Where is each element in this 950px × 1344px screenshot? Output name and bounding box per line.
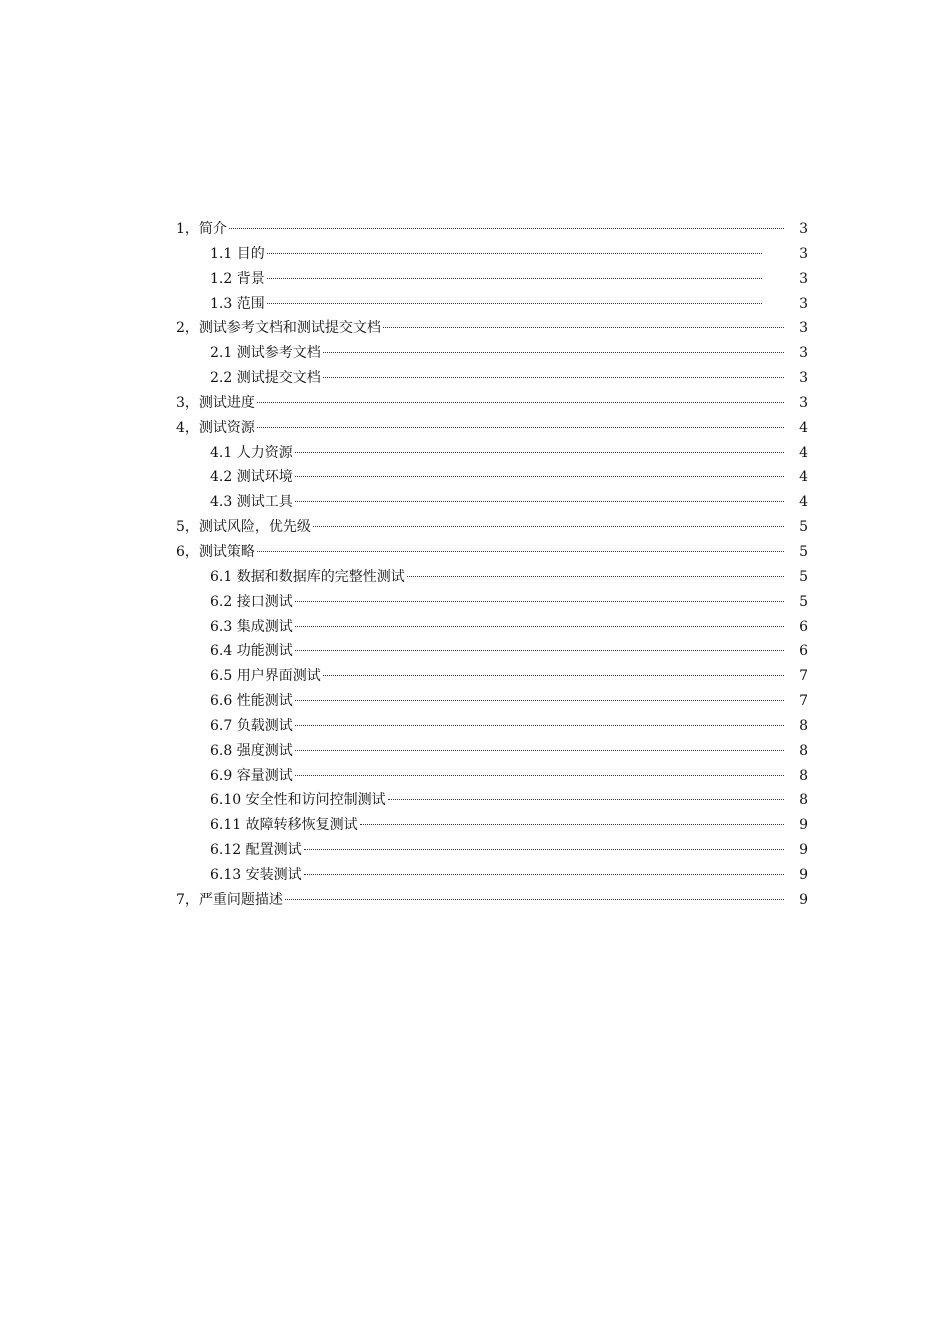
toc-entry-label: 6.9 容量测试 xyxy=(210,767,293,784)
toc-entry-page: 5 xyxy=(799,543,808,560)
toc-entry-label: 6.8 强度测试 xyxy=(210,742,293,759)
dot-leader xyxy=(407,576,784,577)
toc-entry-label: 6.5 用户界面测试 xyxy=(210,668,321,685)
toc-entry-label: 1，简介 xyxy=(176,221,227,237)
toc-entry-page: 9 xyxy=(799,891,808,908)
toc-entry-page: 3 xyxy=(799,295,808,312)
toc-entry-page: 5 xyxy=(799,593,808,610)
toc-entry-label: 4.3 测试工具 xyxy=(210,494,293,511)
dot-leader xyxy=(360,824,784,825)
dot-leader xyxy=(323,675,784,676)
toc-entry-4-3[interactable] xyxy=(176,490,808,515)
dot-leader xyxy=(295,650,784,651)
toc-entry-page: 3 xyxy=(799,345,808,362)
toc-entry-4[interactable] xyxy=(176,416,808,441)
toc-entry-3[interactable] xyxy=(176,391,808,416)
toc-entry-page: 7 xyxy=(799,668,808,685)
toc-entry-label: 6.13 安装测试 xyxy=(210,866,302,883)
toc-entry-6-7[interactable] xyxy=(176,714,808,739)
toc-entry-label: 2.1 测试参考文档 xyxy=(210,345,321,362)
toc-entry-6-6[interactable] xyxy=(176,689,808,714)
toc-entry-label: 6.12 配置测试 xyxy=(210,842,302,859)
toc-entry-4-1[interactable] xyxy=(176,441,808,466)
toc-entry-page: 8 xyxy=(799,742,808,759)
dot-leader xyxy=(323,352,784,353)
dot-leader xyxy=(383,327,784,328)
toc-entry-label: 1.2 背景 xyxy=(210,270,265,287)
dot-leader xyxy=(323,377,784,378)
toc-entry-label: 6.3 集成测试 xyxy=(210,618,293,635)
toc-entry-6-1[interactable] xyxy=(176,565,808,590)
toc-entry-2[interactable] xyxy=(176,316,808,341)
toc-entry-page: 4 xyxy=(799,419,808,436)
toc-entry-page: 3 xyxy=(799,370,808,387)
toc-entry-page: 4 xyxy=(799,469,808,486)
dot-leader xyxy=(257,427,784,428)
toc-entry-6-11[interactable] xyxy=(176,813,808,838)
dot-leader xyxy=(257,551,784,552)
toc-entry-6-13[interactable] xyxy=(176,863,808,888)
dot-leader xyxy=(295,452,784,453)
toc-entry-1[interactable] xyxy=(176,217,808,242)
toc-entry-page: 4 xyxy=(799,444,808,461)
toc-entry-label: 6.6 性能测试 xyxy=(210,693,293,710)
toc-entry-6-10[interactable] xyxy=(176,788,808,813)
toc-entry-page: 3 xyxy=(799,221,808,237)
dot-leader xyxy=(295,775,784,776)
dot-leader xyxy=(229,228,784,229)
toc-entry-page: 3 xyxy=(799,394,808,411)
toc-entry-page: 8 xyxy=(799,792,808,809)
dot-leader xyxy=(388,799,784,800)
toc-entry-label: 6.4 功能测试 xyxy=(210,643,293,660)
toc-entry-1-1[interactable] xyxy=(176,242,808,267)
toc-entry-label: 6.11 故障转移恢复测试 xyxy=(210,817,358,834)
dot-leader xyxy=(295,601,784,602)
dot-leader xyxy=(267,303,762,304)
toc-entry-label: 2，测试参考文档和测试提交文档 xyxy=(176,320,381,337)
toc-entry-1-3[interactable] xyxy=(176,292,808,317)
toc-entry-1-2[interactable] xyxy=(176,267,808,292)
dot-leader xyxy=(295,626,784,627)
toc-entry-label: 6，测试策略 xyxy=(176,543,255,560)
toc-entry-label: 4，测试资源 xyxy=(176,419,255,436)
toc-entry-label: 1.3 范围 xyxy=(210,295,265,312)
toc-entry-6-2[interactable] xyxy=(176,590,808,615)
toc-entry-4-2[interactable] xyxy=(176,465,808,490)
toc-entry-page: 3 xyxy=(799,245,808,262)
toc-entry-label: 6.10 安全性和访问控制测试 xyxy=(210,792,386,809)
dot-leader xyxy=(295,501,784,502)
toc-entry-6[interactable] xyxy=(176,540,808,565)
dot-leader xyxy=(295,725,784,726)
dot-leader xyxy=(257,402,784,403)
toc-entry-6-3[interactable] xyxy=(176,615,808,640)
toc-entry-6-12[interactable] xyxy=(176,838,808,863)
toc-entry-page: 6 xyxy=(799,618,808,635)
toc-entry-page: 4 xyxy=(799,494,808,511)
toc-entry-label: 4.1 人力资源 xyxy=(210,444,293,461)
toc-entry-page: 8 xyxy=(799,767,808,784)
toc-entry-page: 5 xyxy=(799,519,808,536)
dot-leader xyxy=(285,899,784,900)
toc-entry-label: 5，测试风险，优先级 xyxy=(176,519,311,536)
toc-entry-label: 3，测试进度 xyxy=(176,394,255,411)
toc-entry-5[interactable] xyxy=(176,515,808,540)
toc-entry-2-1[interactable] xyxy=(176,341,808,366)
toc-entry-7[interactable] xyxy=(176,888,808,913)
toc-entry-label: 7，严重问题描述 xyxy=(176,891,283,908)
toc-entry-label: 6.7 负载测试 xyxy=(210,717,293,734)
toc-entry-page: 9 xyxy=(799,817,808,834)
toc-entry-6-8[interactable] xyxy=(176,739,808,764)
toc-entry-page: 3 xyxy=(799,270,808,287)
toc-entry-page: 9 xyxy=(799,842,808,859)
dot-leader xyxy=(304,849,784,850)
toc-entry-page: 8 xyxy=(799,717,808,734)
table-of-contents xyxy=(176,217,808,913)
toc-entry-label: 6.2 接口测试 xyxy=(210,593,293,610)
toc-entry-page: 5 xyxy=(799,568,808,585)
toc-entry-6-9[interactable] xyxy=(176,764,808,789)
toc-entry-page: 3 xyxy=(799,320,808,337)
dot-leader xyxy=(267,253,762,254)
toc-entry-page: 6 xyxy=(799,643,808,660)
toc-entry-page: 7 xyxy=(799,693,808,710)
toc-entry-label: 1.1 目的 xyxy=(210,245,265,262)
dot-leader xyxy=(313,526,784,527)
dot-leader xyxy=(295,750,784,751)
dot-leader xyxy=(295,476,784,477)
dot-leader xyxy=(304,874,784,875)
toc-entry-6-4[interactable] xyxy=(176,639,808,664)
toc-entry-6-5[interactable] xyxy=(176,664,808,689)
dot-leader xyxy=(267,278,762,279)
toc-entry-page: 9 xyxy=(799,866,808,883)
toc-entry-label: 4.2 测试环境 xyxy=(210,469,293,486)
toc-entry-2-2[interactable] xyxy=(176,366,808,391)
dot-leader xyxy=(295,700,784,701)
toc-entry-label: 6.1 数据和数据库的完整性测试 xyxy=(210,568,405,585)
toc-entry-label: 2.2 测试提交文档 xyxy=(210,370,321,387)
